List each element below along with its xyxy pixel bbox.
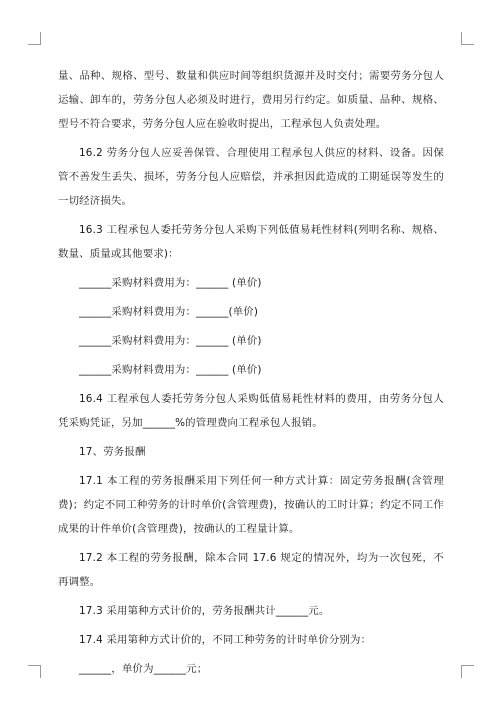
- crop-mark-bottom-right: [461, 665, 474, 678]
- paragraph-material-supply: 量、品种、规格、型号、数量和供应时间等组织货源并及时交付；需要劳务分包人运输、卸车的，劳务分包人必须及时进行，费用另行约定。如质量、品种、规格、型号不符合要求，劳务分包人应在验收时提出，工程承包人负责处理。: [58, 70, 444, 130]
- document-body: [58, 64, 444, 681]
- clause-16-2: 16.2 劳务分包人应妥善保管、合理使用工程承包人供应的材料、设备。因保管不善发生丢失、损坏，劳务分包人应赔偿，并承担因此造成的工期延误等发生的一切经济损失。: [58, 147, 444, 207]
- crop-mark-bottom-left: [28, 665, 41, 678]
- section-heading-labor-payment: 17、劳务报酬: [79, 446, 146, 458]
- purchase-cost-line-4: ______采购材料费用为：______ (单价): [79, 364, 262, 376]
- clause-17-3: 17.3 采用第种方式计价的，劳务报酬共计______元。: [79, 605, 330, 617]
- crop-mark-top-left: [28, 32, 41, 45]
- clause-17-4: 17.4 采用第种方式计价的，不同工种劳务的计时单价分别为：: [79, 634, 372, 646]
- purchase-cost-line-2: ______采购材料费用为：______(单价): [79, 306, 259, 318]
- purchase-cost-line-1: ______采购材料费用为：______ (单价): [79, 277, 262, 289]
- clause-17-1: 17.1 本工程的劳务报酬采用下列任何一种方式计算：固定劳务报酬(含管理费)；约定不同工种劳务的计时单价(含管理费)，按确认的工时计算；约定不同工作成果的计件单价(含管理费)，按确认的工程量计算。: [58, 475, 444, 535]
- clause-17-2: 17.2 本工程的劳务报酬，除本合同 17.6 规定的情况外，均为一次包死，不再调整。: [58, 552, 444, 588]
- clause-16-3: 16.3 工程承包人委托劳务分包人采购下列低值易耗性材料(列明名称、规格、数量、质量或其他要求)：: [58, 224, 444, 260]
- purchase-cost-line-3: ______采购材料费用为：______ (单价): [79, 335, 262, 347]
- crop-mark-top-right: [461, 32, 474, 45]
- unit-price-line: ______，单价为______元；: [79, 663, 208, 675]
- clause-16-4: 16.4 工程承包人委托劳务分包人采购低值易耗性材料的费用，由劳务分包人凭采购凭证，另加______%的管理费向工程承包人报销。: [58, 393, 444, 429]
